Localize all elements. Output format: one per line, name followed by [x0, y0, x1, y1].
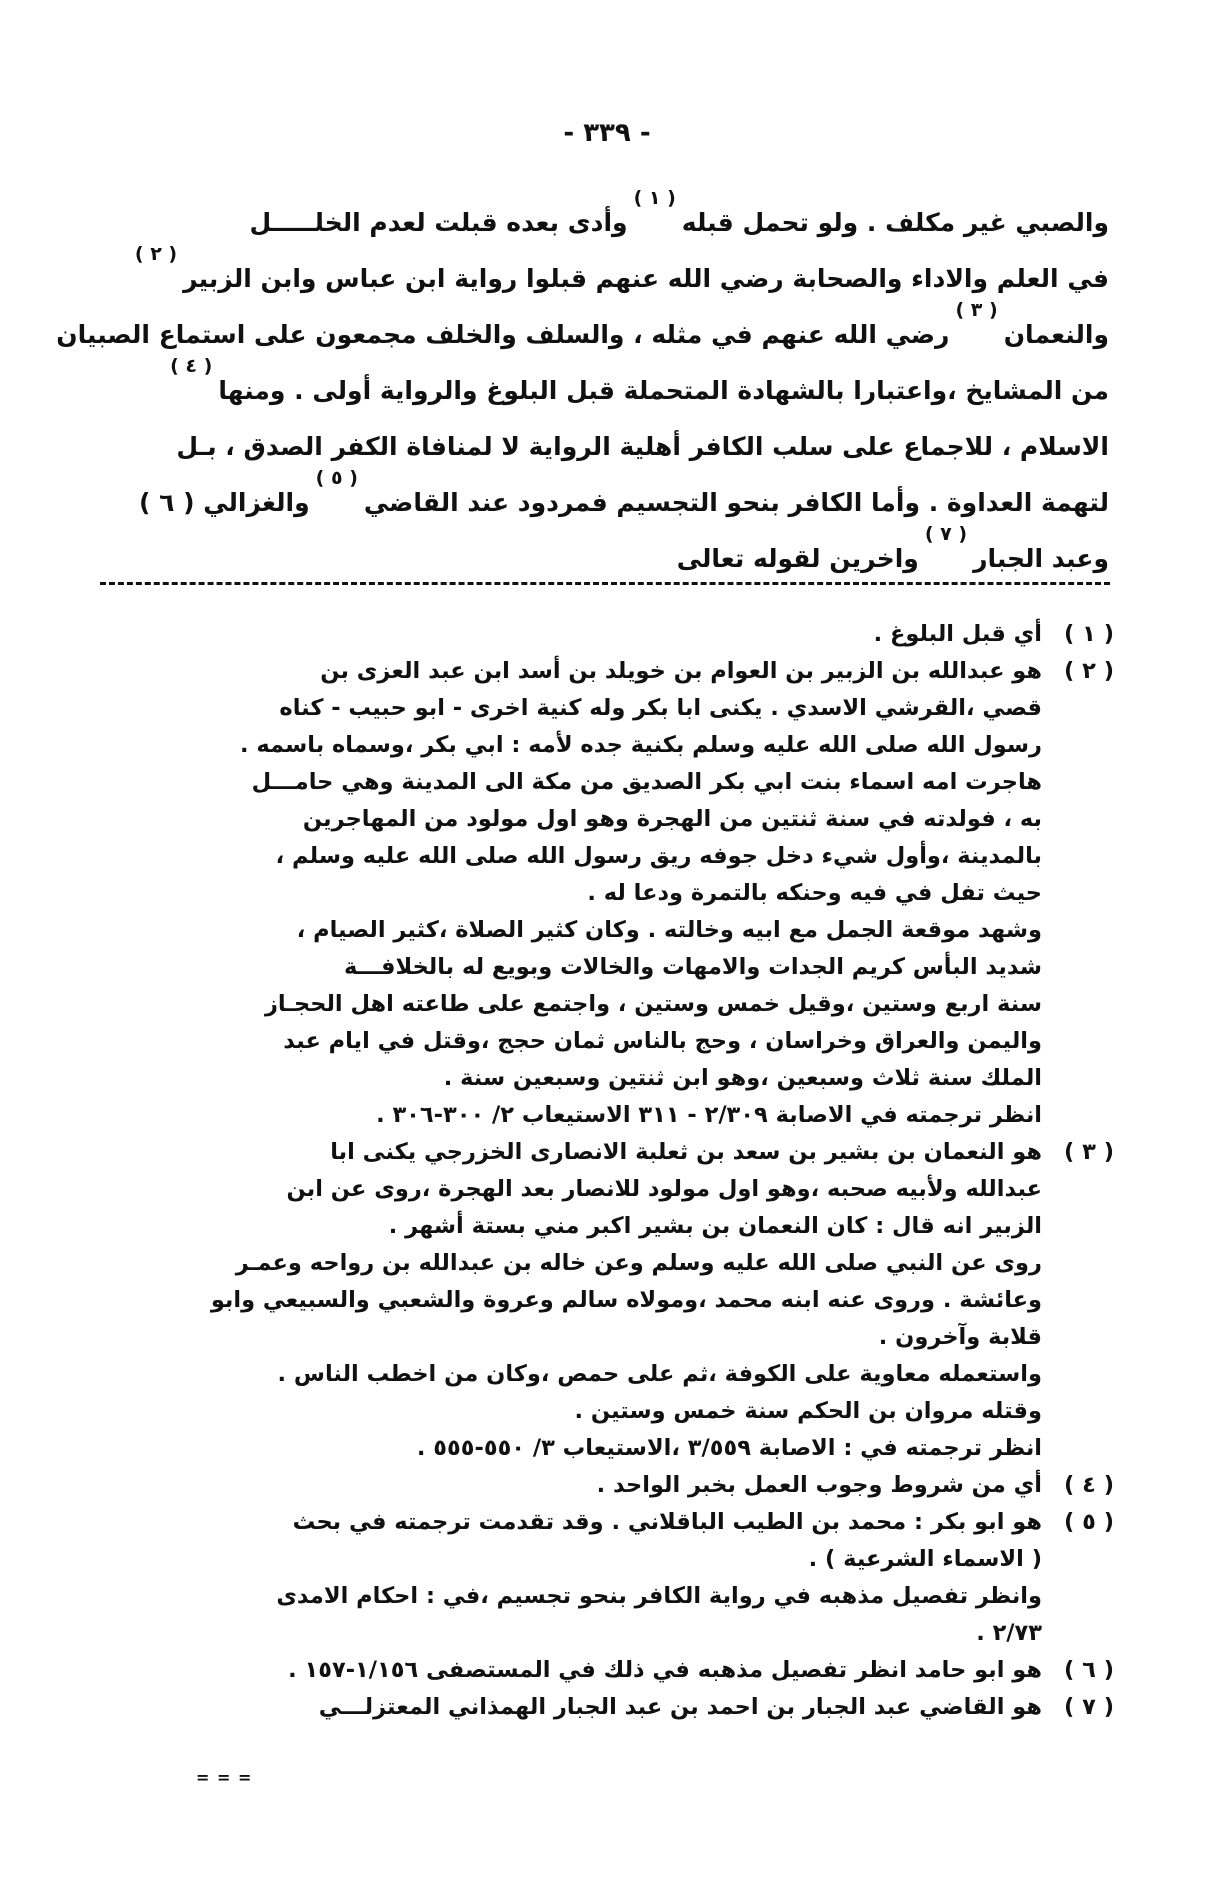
footnote-line: به ، فولدته في سنة ثنتين من الهجرة وهو اول مولود من المهاجرين — [302, 806, 1042, 832]
body-line-text: الاسلام ، للاجماع على سلب الكافر أهلية الرواية لا لمنافاة الكفر الصدق ، بـل — [176, 432, 1109, 461]
footnote-line: هو القاضي عبد الجبار بن احمد بن عبد الجبار الهمذاني المعتزلـــي — [318, 1694, 1042, 1720]
footnote-line: واستعمله معاوية على الكوفة ،ثم على حمص ،وكان من اخطب الناس . — [277, 1361, 1042, 1387]
body-line-text: واخرين لقوله تعالى — [676, 544, 919, 573]
footnote-separator — [100, 582, 1110, 585]
footnote-line: أي قبل البلوغ . — [873, 621, 1042, 647]
footnote-marker: ( ١ ) — [633, 186, 676, 209]
footnote-line: الزبير انه قال : كان النعمان بن بشير اكبر مني بستة أشهر . — [388, 1213, 1042, 1239]
footnote — [104, 653, 1114, 1134]
footnote-line: قلابة وآخرون . — [878, 1324, 1042, 1350]
body-line — [109, 522, 1109, 587]
footnote-text — [104, 1652, 1042, 1689]
footnote — [104, 1504, 1114, 1652]
footnote-line: أي من شروط وجوب العمل بخبر الواحد . — [596, 1472, 1042, 1498]
footnote-line: هو ابو بكر : محمد بن الطيب الباقلاني . وقد تقدمت ترجمته في بحث — [292, 1509, 1042, 1535]
footnote-line: انظر ترجمته في : الاصابة ٣/٥٥٩ ،الاستيعاب ٣/ ٥٥٠-٥٥٥ . — [416, 1435, 1042, 1461]
footnote-marker: ( ٧ ) — [924, 522, 968, 545]
footnote-number: ( ١ ) — [1064, 621, 1114, 647]
body-line — [56, 298, 1109, 363]
body-line-text: والغزالي ( ٦ ) — [139, 488, 310, 517]
footnote-line: هاجرت امه اسماء بنت ابي بكر الصديق من مكة الى المدينة وهي حامـــل — [251, 769, 1042, 795]
body-line-text: والنعمان — [1003, 320, 1109, 349]
footnote-line: ٢/٧٣ . — [976, 1620, 1042, 1646]
footnote-marker: ( ٥ ) — [315, 466, 358, 489]
footnote-number: ( ٤ ) — [1064, 1472, 1114, 1498]
footnote-marker: ( ٢ ) — [134, 242, 178, 265]
body-line-text: في العلم والاداء والصحابة رضي الله عنهم قبلوا رواية ابن عباس وابن الزبير — [183, 264, 1109, 293]
footnote-line: وانظر تفصيل مذهبه في رواية الكافر بنحو تجسيم ،في : احكام الامدى — [276, 1583, 1042, 1609]
body-line-text: وأدى بعده قبلت لعدم الخلـــــل — [249, 208, 628, 237]
footnote-line: هو عبدالله بن الزبير بن العوام بن خويلد بن أسد ابن عبد العزى بن — [320, 658, 1042, 684]
footnote-text — [104, 1134, 1042, 1467]
footnote-line: هو النعمان بن بشير بن سعد بن ثعلبة الانصارى الخزرجي يكنى ابا — [330, 1139, 1042, 1165]
body-line — [109, 186, 1109, 251]
footnote — [104, 1467, 1114, 1504]
end-mark: = = = — [196, 1768, 253, 1787]
footnote-line: حيث تفل في فيه وحنكه بالتمرة ودعا له . — [587, 880, 1042, 906]
footnote-text — [104, 1504, 1042, 1652]
footnote-marker: ( ٣ ) — [955, 298, 998, 321]
footnote — [104, 1689, 1114, 1726]
footnote-line: وعائشة . وروى عنه ابنه محمد ،ومولاه سالم وعروة والشعبي والسبيعي وابو — [210, 1287, 1042, 1313]
footnote-number: ( ٧ ) — [1064, 1694, 1114, 1720]
body-line — [109, 354, 1109, 419]
footnote-number: ( ٣ ) — [1064, 1139, 1114, 1165]
footnote — [104, 1134, 1114, 1467]
footnote-text — [104, 653, 1042, 1134]
body-line-text: رضي الله عنهم في مثله ، والسلف والخلف مجمعون على استماع الصبيان — [56, 320, 950, 349]
footnote-text — [104, 1689, 1042, 1726]
footnote-line: واليمن والعراق وخراسان ، وحج بالناس ثمان حجج ،وقتل في ايام عبد — [283, 1028, 1042, 1054]
page-number: - ٣٣٩ - — [563, 118, 651, 148]
footnote-line: عبدالله ولأبيه صحبه ،وهو اول مولود للانصار بعد الهجرة ،روى عن ابن — [286, 1176, 1042, 1202]
body-line-text: وعبد الجبار — [973, 544, 1109, 573]
footnote-line: شديد البأس كريم الجدات والامهات والخالات وبويع له بالخلافـــة — [344, 954, 1042, 980]
footnote-line: وشهد موقعة الجمل مع ابيه وخالته . وكان كثير الصلاة ،كثير الصيام ، — [296, 917, 1042, 943]
footnote-line: انظر ترجمته في الاصابة ٢/٣٠٩ - ٣١١ الاستيعاب ٢/ ٣٠٠-٣٠٦ . — [376, 1102, 1042, 1128]
footnote-number: ( ٢ ) — [1064, 658, 1114, 684]
footnote-line: وقتله مروان بن الحكم سنة خمس وستين . — [574, 1398, 1042, 1424]
body-line — [109, 419, 1109, 475]
footnote-marker: ( ٤ ) — [170, 354, 213, 377]
footnote-line: سنة اربع وستين ،وقيل خمس وستين ، واجتمع على طاعته اهل الحجـاز — [264, 991, 1042, 1017]
footnotes — [104, 616, 1114, 1726]
footnote-line: الملك سنة ثلاث وسبعين ،وهو ابن ثنتين وسبعين سنة . — [443, 1065, 1042, 1091]
footnote — [104, 1652, 1114, 1689]
footnote-text — [104, 616, 1042, 653]
body-line-text: من المشايخ ،واعتبارا بالشهادة المتحملة قبل البلوغ والرواية أولى . ومنها — [218, 376, 1109, 405]
footnote-number: ( ٦ ) — [1064, 1657, 1114, 1683]
footnote-line: قصي ،القرشي الاسدي . يكنى ابا بكر وله كنية اخرى - ابو حبيب - كناه — [279, 695, 1042, 721]
footnote-number: ( ٥ ) — [1064, 1509, 1114, 1535]
footnote — [104, 616, 1114, 653]
body-line-text: والصبي غير مكلف . ولو تحمل قبله — [681, 208, 1109, 237]
footnote-line: ( الاسماء الشرعية ) . — [808, 1546, 1042, 1572]
footnote-line: رسول الله صلى الله عليه وسلم بكنية جده لأمه : ابي بكر ،وسماه باسمه . — [240, 732, 1042, 758]
main-text — [56, 186, 1109, 587]
footnote-text — [104, 1467, 1042, 1504]
footnote-line: هو ابو حامد انظر تفصيل مذهبه في ذلك في المستصفى ١/١٥٦-١٥٧ . — [288, 1657, 1042, 1683]
footnote-line: روى عن النبي صلى الله عليه وسلم وعن خاله بن عبدالله بن رواحه وعمـر — [235, 1250, 1042, 1276]
body-line-text: لتهمة العداوة . وأما الكافر بنحو التجسيم فمردود عند القاضي — [363, 488, 1109, 517]
footnote-line: بالمدينة ،وأول شيء دخل جوفه ريق رسول الله صلى الله عليه وسلم ، — [275, 843, 1042, 869]
